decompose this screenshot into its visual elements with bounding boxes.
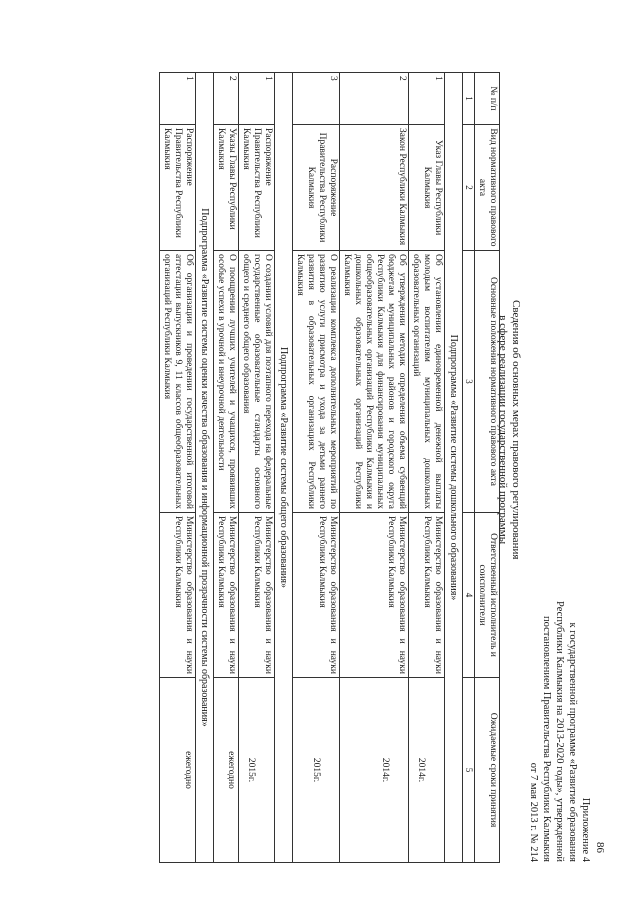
- measures-table: [159, 72, 500, 863]
- page-number: 86: [594, 842, 606, 853]
- appendix-line: к государственной программе «Развитие образования: [567, 622, 578, 862]
- row-act-type: Указы Главы Республики Калмыкия: [214, 125, 239, 251]
- column-number-row: [463, 73, 475, 863]
- row-executor: Министерство образования и науки Республики Калмыкия: [214, 513, 239, 678]
- table-row: [293, 73, 340, 863]
- appendix-line: постановлением Правительства Республики Калмыкия: [541, 615, 552, 862]
- row-provisions: О реализации комплекса дополнительных мероприятий по развитию услуги присмотра и ухода за детьми раннего развития в образовательных организациях Республики Калмыкия: [293, 251, 340, 513]
- table-row: [160, 73, 196, 863]
- row-act-type: Распоряжение Правительства Республики Калмыкия: [160, 125, 196, 251]
- row-term: ежегодно: [160, 678, 196, 863]
- row-num: 2: [214, 73, 239, 125]
- row-num: 1: [409, 73, 445, 125]
- section-title: Подпрограмма «Развитие системы оценки качества образования и информационной прозрачности системы образования»: [196, 73, 214, 863]
- header-provisions: Основные положения нормативного правового акта: [475, 251, 500, 513]
- section-title: Подпрограмма «Развитие системы дошкольного образования»: [445, 73, 463, 863]
- section-title: Подпрограмма «Развитие системы общего образования»: [275, 73, 293, 863]
- table-row: [239, 73, 275, 863]
- table-row: [214, 73, 239, 863]
- header-act-type: Вид нормативного правового акта: [475, 125, 500, 251]
- row-term: 2014г.: [409, 678, 445, 863]
- row-term: ежегодно: [214, 678, 239, 863]
- row-act-type: Распоряжение Правительства Республики Калмыкия: [293, 125, 340, 251]
- row-executor: Министерство образования и науки Республики Калмыкия: [239, 513, 275, 678]
- header-row: [475, 73, 500, 863]
- col-number: 3: [463, 251, 475, 513]
- row-act-type: Закон Республики Калмыкия: [340, 125, 409, 251]
- row-term: 2014г.: [340, 678, 409, 863]
- title-line: в сфере реализации государственной программы: [497, 315, 509, 545]
- row-act-type: Указ Главы Республики Калмыкия: [409, 125, 445, 251]
- appendix-line: Республики Калмыкия на 2013-2020 годы», утвержденной: [554, 601, 565, 862]
- header-num: № п/п: [475, 73, 500, 125]
- row-executor: Министерство образования и науки Республики Калмыкия: [293, 513, 340, 678]
- row-num: 1: [160, 73, 196, 125]
- section-header-row: [275, 73, 293, 863]
- appendix-line: от 7 мая 2013 г. № 214: [528, 762, 539, 862]
- row-term: 2015г.: [293, 678, 340, 863]
- appendix-header: [527, 72, 592, 862]
- col-number: 1: [463, 73, 475, 125]
- section-header-row: [445, 73, 463, 863]
- row-provisions: Об организации и проведении государственной итоговой аттестации выпускников 9, 11 классов общеобразовательных организаций Республики Калмыкия: [160, 251, 196, 513]
- row-executor: Министерство образования и науки Республики Калмыкия: [340, 513, 409, 678]
- row-executor: Министерство образования и науки Республики Калмыкия: [409, 513, 445, 678]
- row-num: 2: [340, 73, 409, 125]
- table-row: [340, 73, 409, 863]
- section-header-row: [196, 73, 214, 863]
- row-act-type: Распоряжение Правительства Республики Калмыкия: [239, 125, 275, 251]
- col-number: 4: [463, 513, 475, 678]
- header-term: Ожидаемые сроки принятия: [475, 678, 500, 863]
- table-row: [409, 73, 445, 863]
- appendix-line: Приложение 4: [580, 797, 591, 862]
- row-provisions: Об установлении единовременной денежной выплаты молодым воспитателям муниципальных дошкольных образовательных организаций: [409, 251, 445, 513]
- row-provisions: О поощрении лучших учителей и учащихся, проявивших особые успехи в урочной и внеурочной деятельности: [214, 251, 239, 513]
- row-executor: Министерство образования и науки Республики Калмыкия: [160, 513, 196, 678]
- row-provisions: Об утверждении методик определения объема субвенций бюджетам муниципальных районов и городского округа Республики Калмыкия для финансирования муниципальных общеобразовательных организаций Республики Калмыкия и дошкольных образовательных организаций Республики Калмыкия: [340, 251, 409, 513]
- col-number: 2: [463, 125, 475, 251]
- header-executor: Ответственный исполнитель и соисполнители: [475, 513, 500, 678]
- title-line: Сведения об основных мерах правового регулирования: [510, 300, 522, 560]
- measures-table-container: [80, 72, 500, 862]
- row-provisions: О создании условий для поэтапного перехода на федеральные государственные образовательные стандарты основного общего и среднего общего образования: [239, 251, 275, 513]
- row-term: 2015г.: [239, 678, 275, 863]
- row-num: 1: [239, 73, 275, 125]
- row-num: 3: [293, 73, 340, 125]
- col-number: 5: [463, 678, 475, 863]
